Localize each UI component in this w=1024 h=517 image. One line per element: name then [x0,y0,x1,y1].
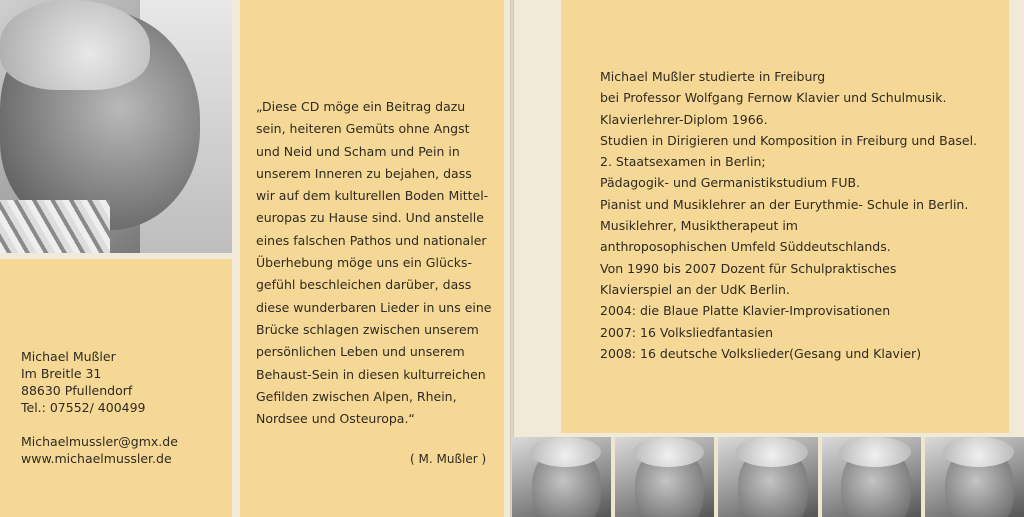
strip-photo [718,437,817,517]
address-block [21,348,146,416]
quote-line: diese wunderbaren Lieder in uns eine [256,299,492,315]
address-city: 88630 Pfullendorf [21,383,133,398]
release-title: 16 deutsche Volkslieder(Gesang und Klavier) [640,345,922,361]
quote-line: und Neid und Scham und Pein in [256,143,460,159]
quote-line: wir auf dem kulturellen Boden Mittel- [256,188,489,204]
quote-line: Brücke schlagen zwischen unserem [256,321,479,337]
strip-photo [615,437,714,517]
quote-line: Behaust-Sein in diesen kulturreichen [256,366,486,382]
bio-line: Pädagogik- und Germanistikstudium FUB. [600,175,861,191]
bio-line: Klavierlehrer-Diplom 1966. [600,111,768,127]
strip-photo [925,437,1024,517]
biography-text [600,66,977,364]
bio-line: anthroposophischen Umfeld Süddeutschlands. [600,239,891,255]
quote-line: sein, heiteren Gemüts ohne Angst [256,121,470,137]
release-item [600,300,977,321]
strip-photo [822,437,921,517]
email-link[interactable]: Michaelmussler@gmx.de [21,434,178,449]
bio-line: Michael Mußler studierte in Freiburg [600,69,826,84]
portrait-shirt [0,200,110,253]
quote-author: ( M. Mußler ) [410,452,487,466]
contact-block [21,433,178,467]
bio-line: bei Professor Wolfgang Fernow Klavier und Schulmusik. [600,90,947,106]
release-item [600,343,977,364]
quote-line: persönlichen Leben und unserem [256,344,465,360]
photo-strip [512,437,1024,517]
address-street: Im Breitle 31 [21,366,102,381]
release-year: 2004: [600,303,637,319]
bio-line: Musiklehrer, Musiktherapeut im [600,218,798,234]
bio-line: Klavierspiel an der UdK Berlin. [600,281,790,297]
address-phone: Tel.: 07552/ 400499 [21,400,146,415]
release-item [600,322,977,343]
website-link[interactable]: www.michaelmussler.de [21,451,172,466]
release-title: 16 Volksliedfantasien [640,324,774,340]
strip-photo [512,437,611,517]
portrait-hair [0,0,150,90]
release-year: 2007: [600,324,637,340]
release-year: 2008: [600,345,637,361]
bio-line: 2. Staatsexamen in Berlin; [600,154,766,170]
quote-line: „Diese CD möge ein Beitrag dazu [256,99,466,114]
bio-line: Studien in Dirigieren und Komposition in Freiburg und Basel. [600,132,978,148]
quote-line: Überhebung möge uns ein Glücks- [256,255,473,271]
bio-line: Pianist und Musiklehrer an der Eurythmie- Schule in Berlin. [600,196,969,212]
quote-line: gefühl beschleichen darüber, dass [256,277,472,293]
portrait-photo [0,0,232,253]
address-name: Michael Mußler [21,349,116,364]
quote-line: unserem Inneren zu bejahen, dass [256,165,472,181]
bio-line: Von 1990 bis 2007 Dozent für Schulpraktisches [600,260,897,276]
release-title: die Blaue Platte Klavier-Improvisationen [640,303,891,319]
quote-text [256,96,496,430]
quote-line: eines falschen Pathos und nationaler [256,232,487,248]
quote-line: Gefilden zwischen Alpen, Rhein, [256,388,457,404]
quote-line: Nordsee und Osteuropa.“ [256,411,415,427]
quote-line: europas zu Hause sind. Und anstelle [256,210,484,226]
